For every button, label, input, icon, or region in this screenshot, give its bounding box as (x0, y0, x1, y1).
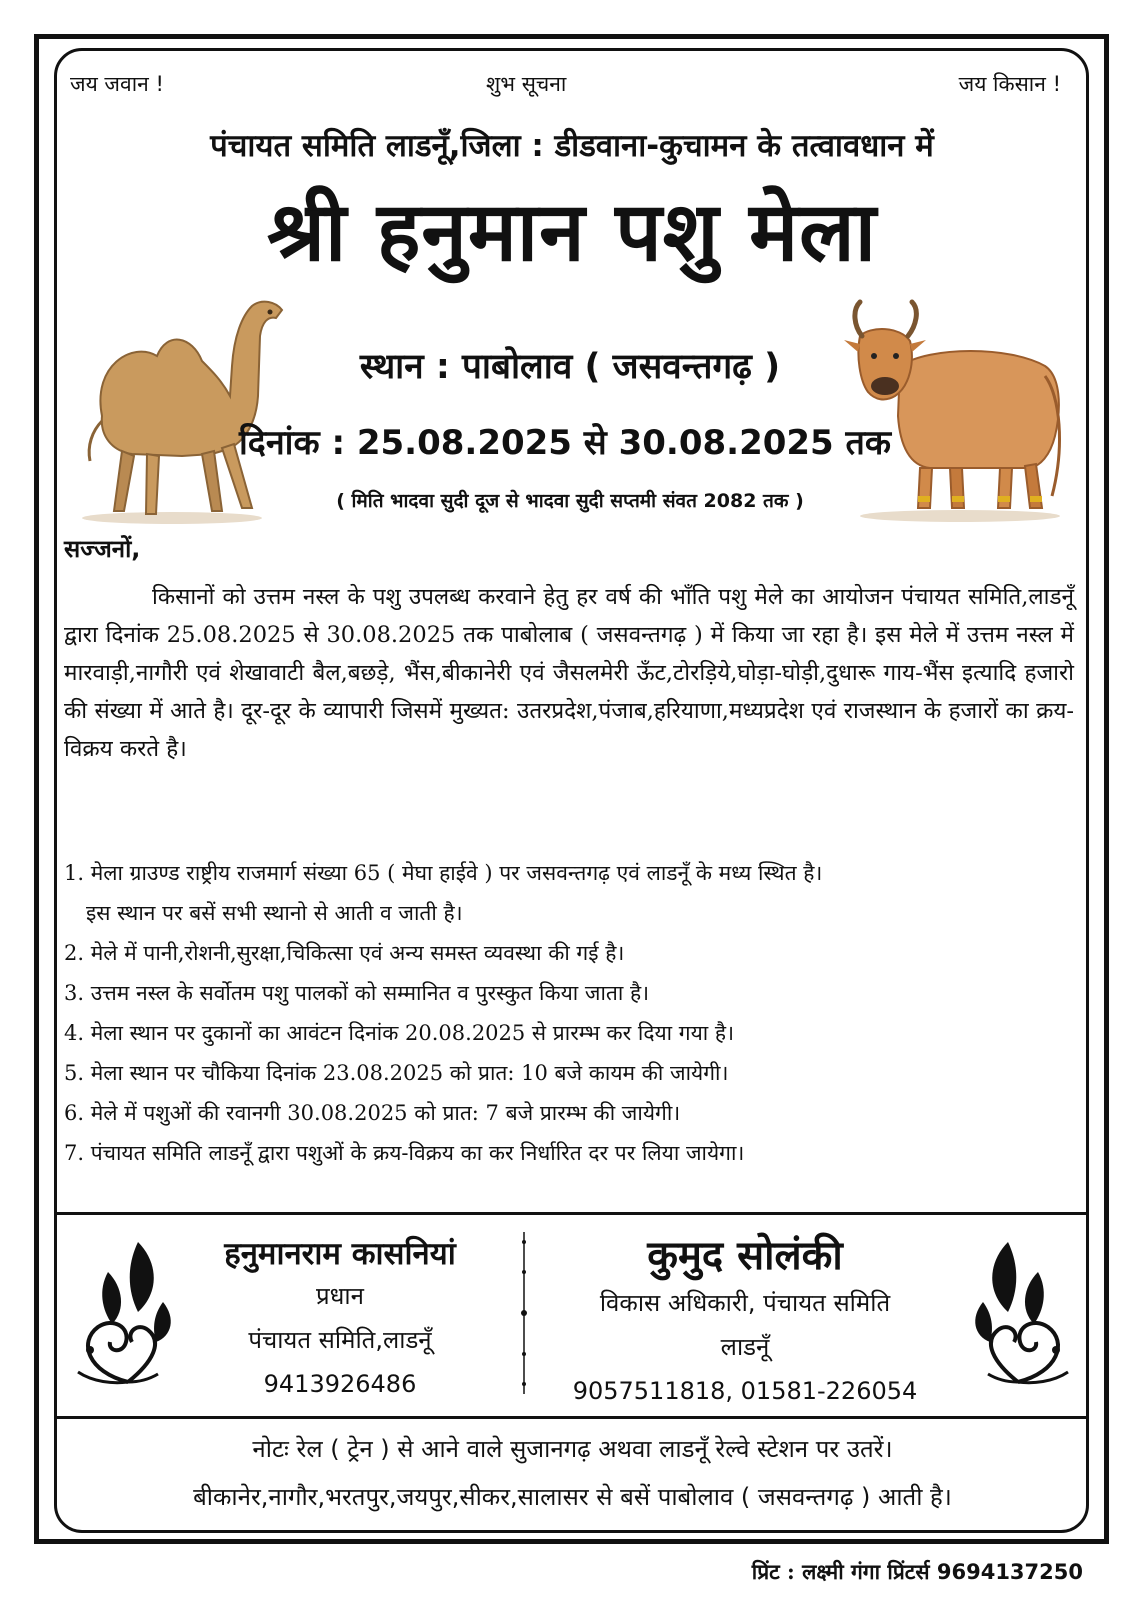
section-divider (56, 1416, 1087, 1419)
vertical-divider-ornament (517, 1232, 531, 1394)
list-item: 2. मेले में पानी,रोशनी,सुरक्षा,चिकित्सा एवं अन्य समस्त व्यवस्था की गई है। (64, 941, 625, 965)
date-range: दिनांक : 25.08.2025 से 30.08.2025 तक (238, 423, 892, 463)
list-item: 5. मेला स्थान पर चौकिया दिनांक 23.08.2025 को प्रात: 10 बजे कायम की जायेगी। (64, 1061, 729, 1085)
signatory-right (535, 1226, 955, 1413)
note-line-1: नोटः रेल ( ट्रेन ) से आने वाले सुजानगढ़ अथवा लाडनूँ रेल्वे स्टेशन पर उतरें। (252, 1435, 893, 1463)
signatory-left (170, 1232, 510, 1406)
greeting: सज्जनों, (64, 535, 141, 563)
signatory-left-phone: 9413926486 (263, 1370, 417, 1398)
list-item: इस स्थान पर बसें सभी स्थानो से आती व जाती है। (86, 901, 463, 925)
left-slogan: जय जवान ! (70, 72, 164, 96)
print-credit-phone: 9694137250 (936, 1560, 1083, 1584)
signatory-right-name: कुमुद सोलंकी (647, 1233, 843, 1279)
print-credit (752, 1558, 1083, 1586)
signatory-left-office: पंचायत समिति,लाडनूँ (248, 1326, 432, 1354)
right-slogan: जय किसान ! (958, 72, 1061, 96)
info-points (64, 853, 1074, 1173)
list-item: 3. उत्तम नस्ल के सर्वोतम पशु पालकों को सम्मानित व पुरस्कुत किया जाता है। (64, 981, 650, 1005)
signatory-right-office: लाडनूँ (720, 1333, 770, 1361)
signatory-left-designation: प्रधान (316, 1282, 364, 1310)
section-divider (56, 1212, 1087, 1215)
center-notice: शुभ सूचना (486, 72, 567, 96)
list-item: 7. पंचायत समिति लाडनूँ द्वारा पशुओं के क्रय-विक्रय का कर निर्धारित दर पर लिया जायेगा। (64, 1141, 745, 1165)
list-item: 6. मेले में पशुओं की रवानगी 30.08.2025 को प्रात: 7 बजे प्रारम्भ की जायेगी। (64, 1101, 681, 1125)
organizer-line: पंचायत समिति लाडनूँ,जिला : डीडवाना-कुचामन के तत्वावधान में (210, 128, 934, 164)
signatory-left-name: हनुमानराम कासनियां (224, 1236, 456, 1272)
intro-paragraph: किसानों को उत्तम नस्ल के पशु उपलब्ध करवाने हेतु हर वर्ष की भाँति पशु मेले का आयोजन पंचायत समिति,लाडनूँ द्वारा दिनांक 25.08.2025 से 30.08.2025 तक पाबोलाब ( जसवन्तगढ़ ) में किया जा रहा है। इस मेले में उत्तम नस्ल में मारवाड़ी,नागौरी एवं शेखावाटी बैल,बछड़े, भैंस,बीकानेरी एवं जैसलमेरी ऊँट,टोरड़िये,घोड़ा-घोड़ी,दुधारू गाय-भैंस इत्यादि हजारो की संख्या में आते है। दूर-दूर के व्यापारी जिसमें मुख्यत: उतरप्रदेश,पंजाब,हरियाणा,मध्यप्रदेश एवं राजस्थान के हजारों का क्रय-विक्रय करते है। (64, 584, 1074, 762)
venue-line: स्थान : पाबोलाव ( जसवन्तगढ़ ) (359, 347, 781, 387)
floral-ornament-icon (968, 1232, 1078, 1392)
note-line-2: बीकानेर,नागौर,भरतपुर,जयपुर,सीकर,सालासर से बसें पाबोलाव ( जसवन्तगढ़ ) आती है। (193, 1483, 952, 1511)
print-credit-label: प्रिंट : लक्ष्मी गंगा प्रिंटर्स (751, 1559, 930, 1584)
page-title: श्री हनुमान पशु मेला (267, 185, 877, 280)
lunar-date-line: ( मिति भादवा सुदी दूज से भादवा सुदी सप्तमी संवत 2082 तक ) (336, 490, 804, 512)
floral-ornament-icon (68, 1232, 178, 1392)
signatory-right-designation: विकास अधिकारी, पंचायत समिति (599, 1289, 891, 1317)
list-item: 1. मेला ग्राउण्ड राष्ट्रीय राजमार्ग संख्या 65 ( मेघा हाईवे ) पर जसवन्तगढ़ एवं लाडनूँ के मध्य स्थित है। (64, 861, 823, 885)
signatory-right-phone: 9057511818, 01581-226054 (572, 1377, 918, 1405)
list-item: 4. मेला स्थान पर दुकानों का आवंटन दिनांक 20.08.2025 से प्रारम्भ कर दिया गया है। (64, 1021, 735, 1045)
